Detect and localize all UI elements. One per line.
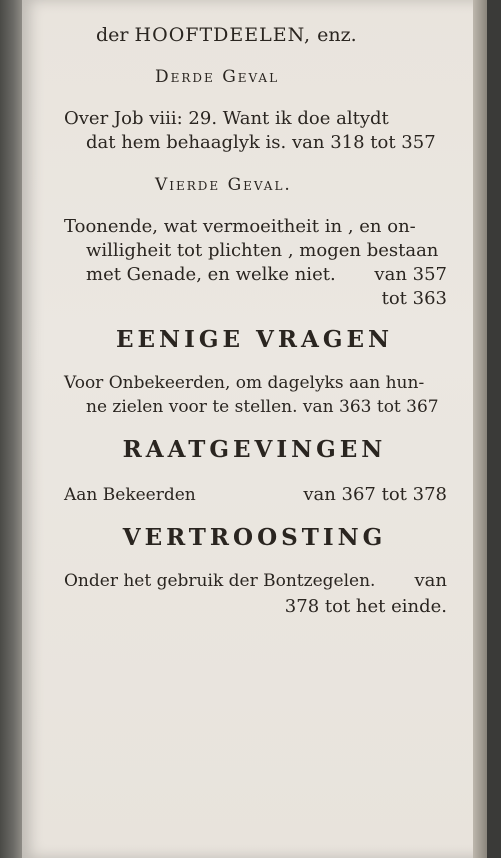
heading-derde-geval: Derde Geval	[155, 67, 280, 87]
entry-vertroosting-line-2: 378 tot het einde.	[284, 596, 447, 617]
book-page	[22, 0, 487, 858]
entry-derde-line-1: Over Job viii: 29. Want ik doe altydt	[64, 108, 389, 129]
entry-vertroosting-text: Onder het gebruik der Bontzegelen.	[64, 571, 376, 591]
heading-vierde-geval: Vierde Geval.	[155, 175, 292, 195]
page-right-edge	[473, 0, 487, 858]
entry-vragen-line-2: ne zielen voor te stellen. van 363 tot 367	[86, 397, 439, 417]
running-head	[96, 24, 357, 46]
running-head-suffix: enz.	[317, 24, 357, 46]
entry-vierde-line-1: Toonende, wat vermoeitheit in , en on-	[64, 216, 416, 237]
entry-raatgevingen-range: van 367 tot 378	[303, 484, 447, 505]
entry-vierde-line-2: willigheit tot plichten , mogen bestaan	[86, 240, 439, 261]
heading-raatgevingen: RAATGEVINGEN	[122, 436, 387, 463]
entry-vertroosting-range: van	[414, 570, 447, 591]
heading-eenige-vragen: EENIGE VRAGEN	[115, 326, 394, 353]
book-spine-edge	[0, 0, 22, 858]
entry-vragen-line-1: Voor Onbekeerden, om dagelyks aan hun-	[64, 373, 425, 393]
entry-vierde-line-4: tot 363	[381, 288, 447, 309]
entry-derde-line-2: dat hem behaaglyk is. van 318 tot 357	[86, 132, 436, 153]
heading-vertroosting: VERTROOSTING	[122, 524, 387, 551]
running-head-prefix: der	[96, 24, 129, 46]
entry-vierde-line-3-text: met Genade, en welke niet.	[86, 264, 336, 285]
entry-raatgevingen-text: Aan Bekeerden	[64, 485, 196, 505]
entry-vierde-line-3-range: van 357	[374, 264, 447, 285]
running-head-title: HOOFTDEELEN,	[134, 24, 312, 46]
